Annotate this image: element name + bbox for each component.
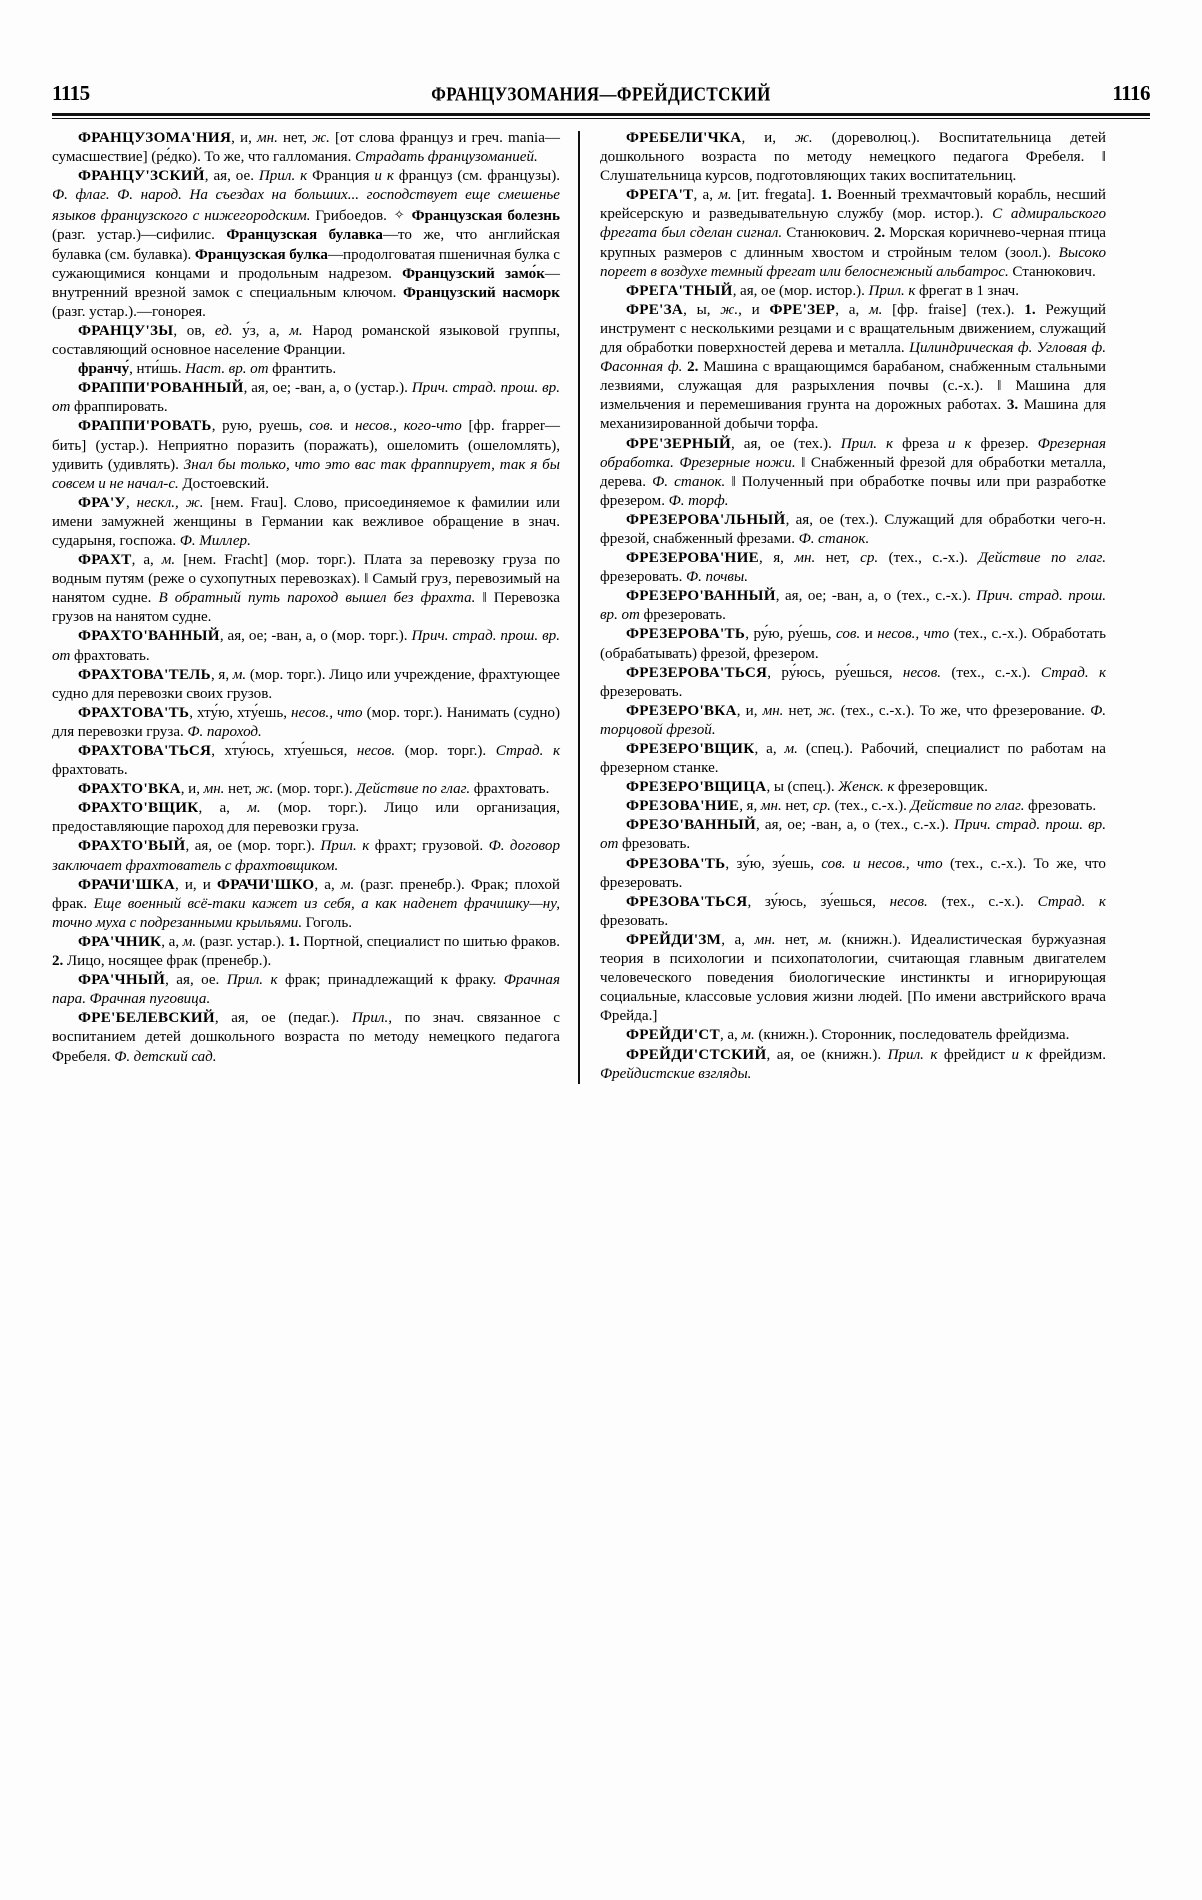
dictionary-entry: ФРЕЗЕРО'ВКА, и, мн. нет, ж. (тех., с.-х.). То же, что фрезерование. Ф. торцовой фрезой. [600, 702, 1106, 738]
dictionary-entry: ФРЕ'ЗЕРНЫЙ, ая, ое (тех.). Прил. к фреза и к фрезер. Фрезерная обработка. Фрезерные ножи. ǁ Снабженный фрезой для обработки металла, дерева. Ф. станок. ǁ Полученный при обработке почвы или при разработке фрезером. Ф. торф. [600, 435, 1106, 509]
dictionary-entry: ФРАНЦУЗОМА'НИЯ, и, мн. нет, ж. [от слова француз и греч. mania—сумасшествие] (ре́дко). То же, что галломания. Страдать французоманией. [52, 130, 560, 166]
dictionary-entry: ФРЕЗЕРО'ВАННЫЙ, ая, ое; -ван, а, о (тех., с.-х.). Прич. страд. прош. вр. от фрезеровать. [600, 588, 1107, 624]
dictionary-entry: ФРАХТО'ВКА, и, мн. нет, ж. (мор. торг.). Действие по глаг. фрахтовать. [78, 781, 550, 798]
header-rule-thick [52, 113, 1150, 116]
dictionary-entry: ФРАХТОВА'ТЬ, хту́ю, хту́ешь, несов., что (мор. торг.). Нанимать (судно) для перевозки груза. Ф. пароход. [52, 704, 560, 740]
page-number-left: 1115 [52, 81, 90, 105]
dictionary-entry: ФРЕБЕЛИ'ЧКА, и, ж. (дореволюц.). Воспитательница детей дошкольного возраста по методу немецкого педагога Фребеля. ǁ Слушательница курсов, подготовляющих таких воспитательниц. [600, 130, 1106, 185]
dictionary-entry: ФРА'ЧНЫЙ, ая, ое. Прил. к фрак; принадлежащий к фраку. Фрачная пара. Фрачная пуговица. [52, 972, 560, 1008]
dictionary-entry: ФРАХТО'ВАННЫЙ, ая, ое; -ван, а, о (мор. торг.). Прич. страд. прош. вр. от фрахтовать. [52, 628, 560, 664]
dictionary-entry: ФРЕ'БЕЛЕВСКИЙ, ая, ое (педаг.). Прил., по знач. связанное с воспитанием детей дошкольного возраста по методу немецкого педагога Фребеля. Ф. детский сад. [52, 1010, 560, 1065]
running-head [52, 0, 1150, 104]
dictionary-entry: ФРА'ЧНИК, а, м. (разг. устар.). 1. Портной, специалист по шитью фраков. 2. Лицо, носящее фрак (пренебр.). [52, 933, 560, 970]
dictionary-entry: ФРЕЗЕРОВА'ТЬ, ру́ю, ру́ешь, сов. и несов., что (тех., с.-х.). Обработать (обрабатывать) фрезой, фрезером. [600, 626, 1106, 662]
dictionary-entry: ФРЕЗЕРО'ВЩИЦА, ы (спец.). Женск. к фрезеровщик. [626, 779, 988, 796]
dictionary-entry: ФРЕЗО'ВАННЫЙ, ая, ое; -ван, а, о (тех., с.-х.). Прич. страд. прош. вр. от фрезовать. [600, 817, 1106, 853]
running-title: ФРАНЦУЗОМАНИЯ—ФРЕЙДИСТСКИЙ [431, 82, 771, 106]
dictionary-entry: ФРАХТО'ВЩИК, а, м. (мор. торг.). Лицо или организация, предоставляющие пароход для перевозки груза. [52, 800, 560, 836]
dictionary-entry: ФРАХТОВА'ТЬСЯ, хту́юсь, хту́ешься, несов. (мор. торг.). Страд. к фрахтовать. [52, 743, 560, 779]
columns-container [52, 129, 1150, 1084]
dictionary-entry: ФРАППИ'РОВАННЫЙ, ая, ое; -ван, а, о (устар.). Прич. страд. прош. вр. от фраппировать. [52, 380, 560, 416]
header-rule [52, 113, 1150, 119]
dictionary-entry: ФРЕЗОВА'НИЕ, я, мн. нет, ср. (тех., с.-х.). Действие по глаг. фрезовать. [626, 798, 1097, 815]
dictionary-entry: ФРЕЙДИ'СТСКИЙ, ая, ое (книжн.). Прил. к фрейдист и к фрейдизм. Фрейдистские взгляды. [600, 1046, 1107, 1082]
dictionary-entry: ФРЕЗОВА'ТЬСЯ, зу́юсь, зу́ешься, несов. (тех., с.-х.). Страд. к фрезовать. [600, 893, 1106, 929]
dictionary-entry: ФРЕЗЕРО'ВЩИК, а, м. (спец.). Рабочий, специалист по работам на фрезерном станке. [600, 741, 1106, 777]
dictionary-entry: ФРАХТ, а, м. [нем. Fracht] (мор. торг.). Плата за перевозку груза по водным путям (реже о сухопутных перевозках). ǁ Самый груз, перевозимый на нанятом судне. В обратный путь пароход вышел без фрахта. ǁ Перевозка грузов на нанятом судне. [52, 552, 561, 626]
dictionary-entry: ФРЕЗЕРОВА'ТЬСЯ, ру́юсь, ру́ешься, несов. (тех., с.-х.). Страд. к фрезеровать. [600, 664, 1107, 700]
dictionary-entry: ФРА'У, нескл., ж. [нем. Frau]. Слово, присоединяемое к фамилии или имени замужней женщины в Германии как вежливое обращение в знач. сударыня, госпожа. Ф. Миллер. [52, 494, 560, 549]
dictionary-entry: ФРАНЦУ'ЗСКИЙ, ая, ое. Прил. к Франция и к француз (см. французы). Ф. флаг. Ф. народ. На съездах на больших... господствует еще смешенье языков французского с нижегородским. Грибоедов. ✧ Французская болезнь (разг. устар.)—сифилис. Французская булавка—то же, что английская булавка (см. булавка). Французская булка—продолговатая пшеничная булка с сужающимися концами и продольным надрезом. Французский замо́к—внутренний врезной замок с специальным ключом. Французский насморк (разг. устар.).—гонорея. [52, 168, 561, 320]
dictionary-entry: ФРЕГА'ТНЫЙ, ая, ое (мор. истор.). Прил. к фрегат в 1 знач. [626, 282, 1020, 299]
dictionary-entry: ФРЕЗОВА'ТЬ, зу́ю, зу́ешь, сов. и несов., что (тех., с.-х.). То же, что фрезеровать. [600, 855, 1106, 891]
dictionary-entry: ФРЕ'ЗА, ы, ж., и ФРЕ'ЗЕР, а, м. [фр. fraise] (тех.). 1. Режущий инструмент с несколькими резцами и с вращательным движением, служащий для обработки поверхностей дерева и металла. Цилиндрическая ф. Угловая ф. Фасонная ф. 2. Машина с вращающимся барабаном, снабженным стальными лезвиями, служащая для разрыхления почвы (с.-х.). ǁ Машина для измельчения и перемешивания грунта на дорожных работах. 3. Машина для механизированной добычи торфа. [600, 301, 1106, 433]
column-right [580, 129, 1106, 1084]
dictionary-entry: ФРЕЗЕРОВА'НИЕ, я, мн. нет, ср. (тех., с.-х.). Действие по глаг. фрезеровать. Ф. почвы. [600, 550, 1106, 586]
dictionary-entry: ФРЕЙДИ'ЗМ, а, мн. нет, м. (книжн.). Идеалистическая буржуазная теория в психологии и психопатологии, считающая главным двигателем человеческого поведения биологические инстинкты и игнорирующая социальные, классовые условия жизни людей. [По имени австрийского врача Фрейда.] [600, 931, 1106, 1025]
dictionary-entry: ФРАХТОВА'ТЕЛЬ, я, м. (мор. торг.). Лицо или учреждение, фрахтующее судно для перевозки своих грузов. [52, 666, 560, 702]
dictionary-entry: ФРАНЦУ'ЗЫ, ов, ед. у́з, а, м. Народ романской языковой группы, составляющий основное население Франции. [52, 322, 560, 359]
column-left [52, 129, 578, 1084]
dictionary-entry: ФРАХТО'ВЫЙ, ая, ое (мор. торг.). Прил. к фрахт; грузовой. Ф. договор заключает фрахтователь с фрахтовщиком. [52, 838, 560, 874]
dictionary-entry: ФРЕГА'Т, а, м. [ит. fregata]. 1. Военный трехмачтовый корабль, несший крейсерскую и разведывательную службу (мор. истор.). С адмиральского фрегата был сделан сигнал. Станюкович. 2. Морская коричнево-черная птица крупных размеров с длинным хвостом и стройным телом (зоол.). Высоко пореет в воздухе темный фрегат или белоснежный альбатрос. Станюкович. [600, 187, 1107, 280]
page-number-right: 1116 [1112, 81, 1150, 105]
dictionary-entry: ФРЕЗЕРОВА'ЛЬНЫЙ, ая, ое (тех.). Служащий для обработки чего-н. фрезой, снабженный фрезами. Ф. станок. [600, 511, 1106, 547]
dictionary-entry: ФРАЧИ'ШКА, и, и ФРАЧИ'ШКО, а, м. (разг. пренебр.). Фрак; плохой фрак. Еще военный всё-таки кажет из себя, а как наденет фрачишку—ну, точно муха с подрезанными крыльями. Гоголь. [52, 876, 561, 931]
dictionary-entry: ФРАППИ'РОВАТЬ, рую, руешь, сов. и несов., кого-что [фр. frapper—бить] (устар.). Неприятно поразить (поражать), ошеломить (ошеломлять), удивить (удивлять). Знал бы только, что это вас так фраппирует, так я бы совсем и не начал-с. Достоевский. [52, 418, 560, 492]
header-rule-thin [52, 118, 1150, 119]
dictionary-entry: франчу́, нти́шь. Наст. вр. от франтить. [78, 361, 337, 378]
dictionary-entry: ФРЕЙДИ'СТ, а, м. (книжн.). Сторонник, последователь фрейдизма. [626, 1027, 1070, 1044]
